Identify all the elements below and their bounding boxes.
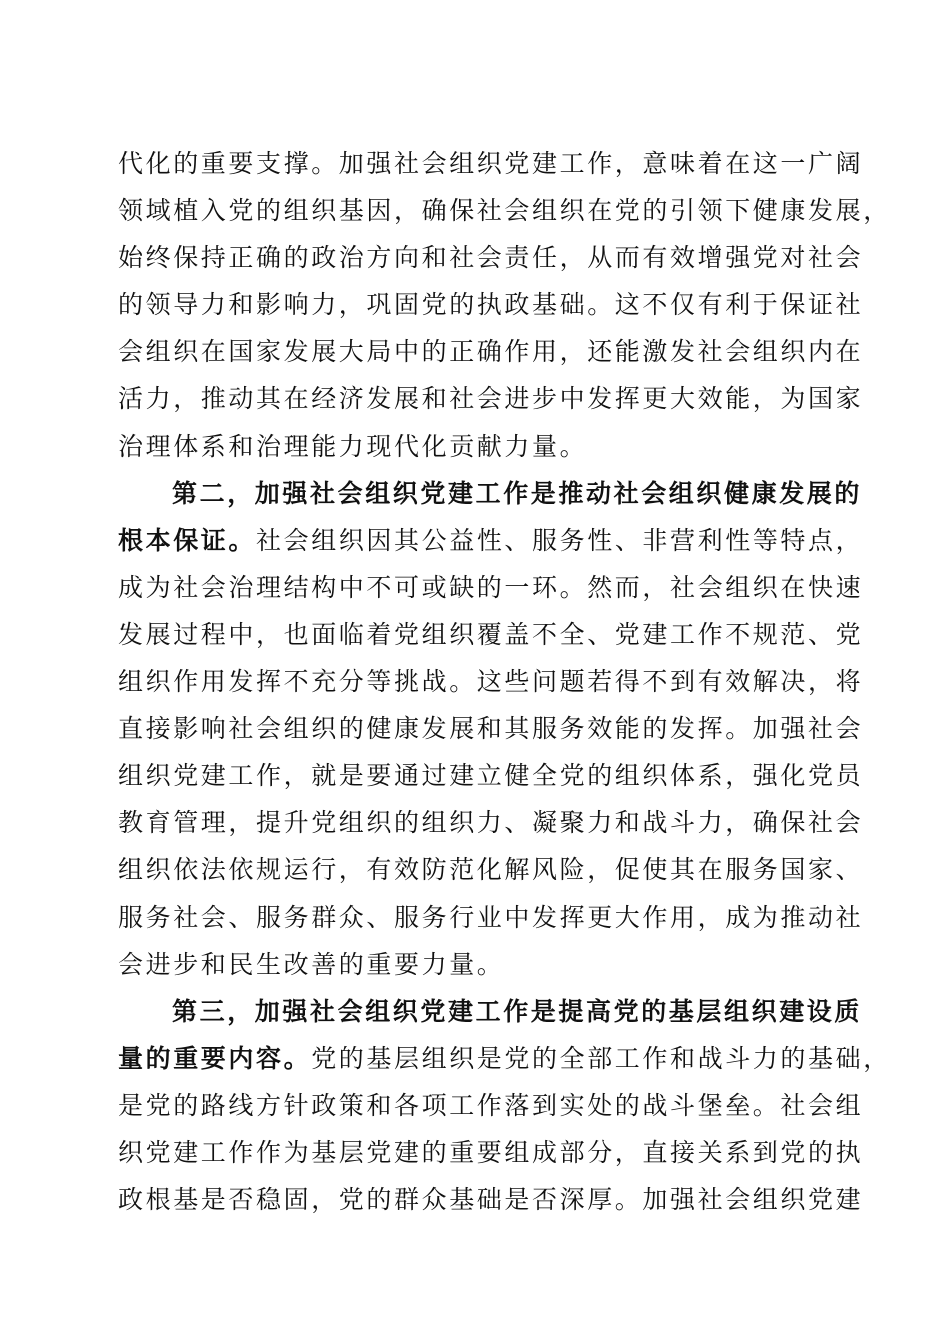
paragraph-3-heading-end: 量的重要内容。: [118, 1043, 312, 1073]
text-line: 织党建工作作为基层党建的重要组成部分，直接关系到党的执: [118, 1137, 864, 1167]
text-line: 会组织在国家发展大局中的正确作用，还能激发社会组织内在: [118, 337, 864, 367]
text-line: [118, 1035, 891, 1082]
text-line: 服务社会、服务群众、服务行业中发挥更大作用，成为推动社: [118, 902, 864, 932]
text-line: 直接影响社会组织的健康发展和其服务效能的发挥。加强社会: [118, 714, 864, 744]
text-line: 发展过程中，也面临着党组织覆盖不全、党建工作不规范、党: [118, 619, 864, 649]
paragraph-3: [118, 988, 891, 1223]
text-line: 始终保持正确的政治方向和社会责任，从而有效增强党对社会: [118, 243, 864, 273]
text-line: 组织作用发挥不充分等挑战。这些问题若得不到有效解决，将: [118, 667, 864, 697]
text-line: 代化的重要支撑。加强社会组织党建工作，意味着在这一广阔: [118, 149, 864, 178]
text-line: 成为社会治理结构中不可或缺的一环。然而，社会组织在快速: [118, 572, 864, 602]
text-line: 是党的路线方针政策和各项工作落到实处的战斗堡垒。社会组: [118, 1090, 864, 1120]
text-line: 组织依法依规运行，有效防范化解风险，促使其在服务国家、: [118, 855, 864, 885]
text-line: 的领导力和影响力，巩固党的执政基础。这不仅有利于保证社: [118, 290, 864, 320]
text-line: [118, 517, 864, 564]
paragraph-2-heading: 第二，加强社会组织党建工作是推动社会组织健康发展的: [172, 478, 863, 508]
paragraph-3-heading: 第三，加强社会组织党建工作是提高党的基层组织建设质: [172, 996, 863, 1026]
paragraph-2: [118, 470, 864, 988]
text-line: 教育管理，提升党组织的组织力、凝聚力和战斗力，确保社会: [118, 808, 864, 838]
paragraph-3-text-start: 党的基层组织是党的全部工作和战斗力的基础，: [311, 1043, 891, 1073]
text-line: 组织党建工作，就是要通过建立健全党的组织体系，强化党员: [118, 761, 864, 791]
document-page: [118, 140, 891, 1223]
text-line: 会进步和民生改善的重要力量。: [118, 949, 505, 979]
text-line: 领域植入党的组织基因，确保社会组织在党的引领下健康发展，: [118, 196, 891, 226]
paragraph-2-heading-end: 根本保证。: [118, 525, 257, 555]
text-line: 政根基是否稳固，党的群众基础是否深厚。加强社会组织党建: [118, 1185, 864, 1215]
paragraph-1: [118, 140, 891, 470]
text-line: 活力，推动其在经济发展和社会进步中发挥更大效能，为国家: [118, 384, 864, 414]
text-line: 治理体系和治理能力现代化贡献力量。: [118, 431, 588, 461]
paragraph-2-text-start: 社会组织因其公益性、服务性、非营利性等特点，: [256, 525, 864, 555]
